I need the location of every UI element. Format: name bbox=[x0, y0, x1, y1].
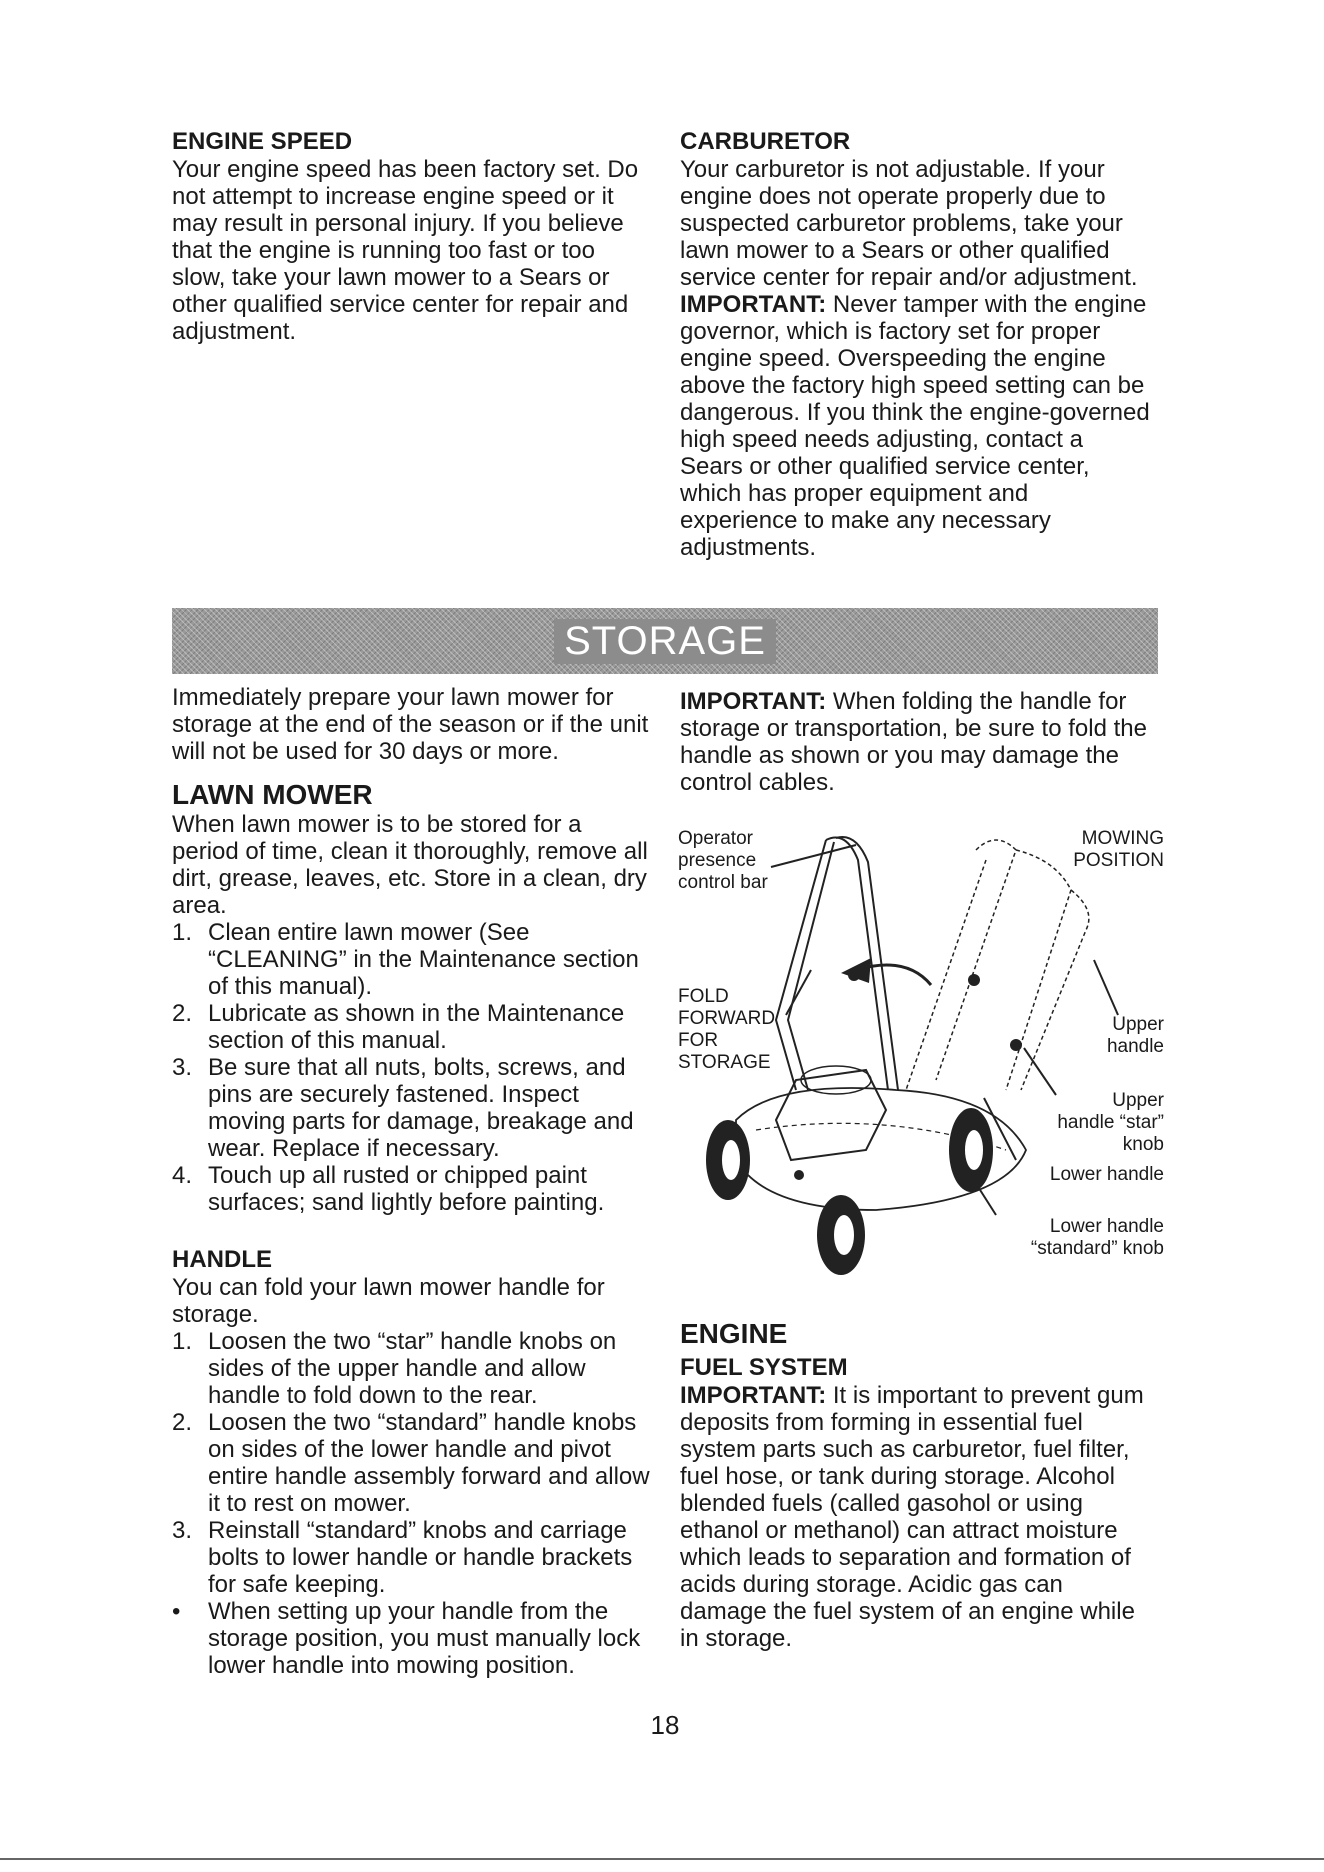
storage-banner-title: STORAGE bbox=[554, 619, 776, 664]
step-text: Touch up all rusted or chipped paint surfaces; sand lightly before painting. bbox=[208, 1162, 605, 1216]
important-label: IMPORTANT: bbox=[680, 1382, 827, 1409]
step-text: Reinstall “standard” knobs and carriage bolts to lower handle or handle brackets for safe keeping. bbox=[208, 1517, 633, 1598]
step-number: 1. bbox=[172, 919, 193, 946]
lawn-mower-steps bbox=[172, 919, 650, 1216]
carburetor-section bbox=[680, 128, 1150, 561]
fold-forward-label: FOLD FORWARD FOR STORAGE bbox=[678, 986, 776, 1073]
step-text: Loosen the two “star” handle knobs on sides of the upper handle and allow handle to fold down to the rear. bbox=[208, 1328, 617, 1409]
step-text: Loosen the two “standard” handle knobs on sides of the lower handle and pivot entire handle assembly forward and allow it to rest on mower. bbox=[208, 1409, 650, 1517]
carburetor-important bbox=[680, 291, 1150, 561]
step-number: 3. bbox=[172, 1517, 193, 1544]
list-item bbox=[172, 1517, 650, 1598]
storage-intro: Immediately prepare your lawn mower for storage at the end of the season or if the unit will not be used for 30 days or more. bbox=[172, 684, 649, 765]
carburetor-body: Your carburetor is not adjustable. If your engine does not operate properly due to suspected carburetor problems, take your lawn mower to a Sears or other qualified service center for repair and/or adjustment. bbox=[680, 156, 1138, 291]
fuel-system-body bbox=[680, 1382, 1150, 1652]
engine-speed-section bbox=[172, 128, 642, 345]
mower-figure bbox=[676, 820, 1166, 1280]
lawn-mower-heading: LAWN MOWER bbox=[172, 779, 373, 810]
step-number: 1. bbox=[172, 1328, 193, 1355]
carburetor-heading: CARBURETOR bbox=[680, 128, 851, 155]
handle-steps bbox=[172, 1328, 650, 1679]
lower-handle-standard-knob-label: Lower handle “standard” knob bbox=[1030, 1216, 1164, 1259]
engine-heading: ENGINE bbox=[680, 1318, 788, 1349]
important-label: IMPORTANT: bbox=[680, 688, 827, 715]
fuel-system-heading: FUEL SYSTEM bbox=[680, 1354, 848, 1381]
page-number: 18 bbox=[650, 1710, 680, 1740]
step-number: 3. bbox=[172, 1054, 193, 1081]
handle-body: You can fold your lawn mower handle for storage. bbox=[172, 1274, 605, 1328]
storage-banner bbox=[172, 608, 1158, 674]
fold-note-text: When folding the handle for storage or transportation, be sure to fold the handle as shown or you may damage the control cables. bbox=[680, 688, 1147, 796]
list-item bbox=[172, 1328, 650, 1409]
step-text: Clean entire lawn mower (See “CLEANING” in the Maintenance section of this manual). bbox=[208, 919, 639, 1000]
list-item bbox=[172, 1000, 650, 1054]
step-number: 4. bbox=[172, 1162, 193, 1189]
bullet-icon: • bbox=[172, 1598, 181, 1625]
bottom-rule bbox=[0, 1858, 1324, 1860]
engine-speed-body: Your engine speed has been factory set. Do not attempt to increase engine speed or it may result in personal injury. If you believe that the engine is running too fast or too slow, take your lawn mower to a Sears or other qualified service center for repair and adjustment. bbox=[172, 156, 639, 345]
storage-left-column bbox=[172, 684, 650, 1679]
fuel-system-text: It is important to prevent gum deposits from forming in essential fuel system parts such as carburetor, fuel filter, fuel hose, or tank during storage. Alcohol blended fuels (called gasohol or using ethanol or methanol) can attract moisture which leads to separation and formation of acids during storage. Acidic gas can damage the fuel system of an engine while in storage. bbox=[680, 1382, 1144, 1652]
step-text: When setting up your handle from the storage position, you must manually lock lower handle into mowing position. bbox=[208, 1598, 641, 1679]
carburetor-important-text: Never tamper with the engine governor, which is factory set for proper engine speed. Overspeeding the engine above the factory high speed setting can be dangerous. If you think the engine-governed high speed needs adjusting, contact a Sears or other qualified service center, which has proper equipment and experience to make any necessary adjustments. bbox=[680, 291, 1150, 561]
step-text: Be sure that all nuts, bolts, screws, and pins are securely fastened. Inspect moving parts for damage, breakage and wear. Replace if necessary. bbox=[208, 1054, 634, 1162]
mowing-position-label: MOWING POSITION bbox=[1073, 828, 1164, 871]
engine-speed-heading: ENGINE SPEED bbox=[172, 128, 353, 155]
step-text: Lubricate as shown in the Maintenance section of this manual. bbox=[208, 1000, 625, 1054]
lower-handle-label: Lower handle bbox=[1049, 1164, 1164, 1185]
list-item bbox=[172, 1162, 650, 1216]
step-number: 2. bbox=[172, 1409, 193, 1436]
operator-presence-label: Operator presence control bar bbox=[678, 828, 768, 893]
list-item bbox=[172, 1054, 650, 1162]
fold-note bbox=[680, 688, 1150, 796]
upper-handle-label: Upper handle bbox=[1106, 1014, 1164, 1057]
list-item bbox=[172, 919, 650, 1000]
upper-handle-star-knob-label: Upper handle “star” knob bbox=[1057, 1090, 1164, 1155]
lawn-mower-body: When lawn mower is to be stored for a period of time, clean it thoroughly, remove all dirt, grease, leaves, etc. Store in a clean, dry area. bbox=[172, 811, 648, 919]
list-item bbox=[172, 1409, 650, 1517]
engine-section bbox=[680, 1318, 1150, 1652]
important-label: IMPORTANT: bbox=[680, 291, 827, 318]
handle-heading: HANDLE bbox=[172, 1246, 272, 1273]
step-number: 2. bbox=[172, 1000, 193, 1027]
list-item bbox=[172, 1598, 650, 1679]
